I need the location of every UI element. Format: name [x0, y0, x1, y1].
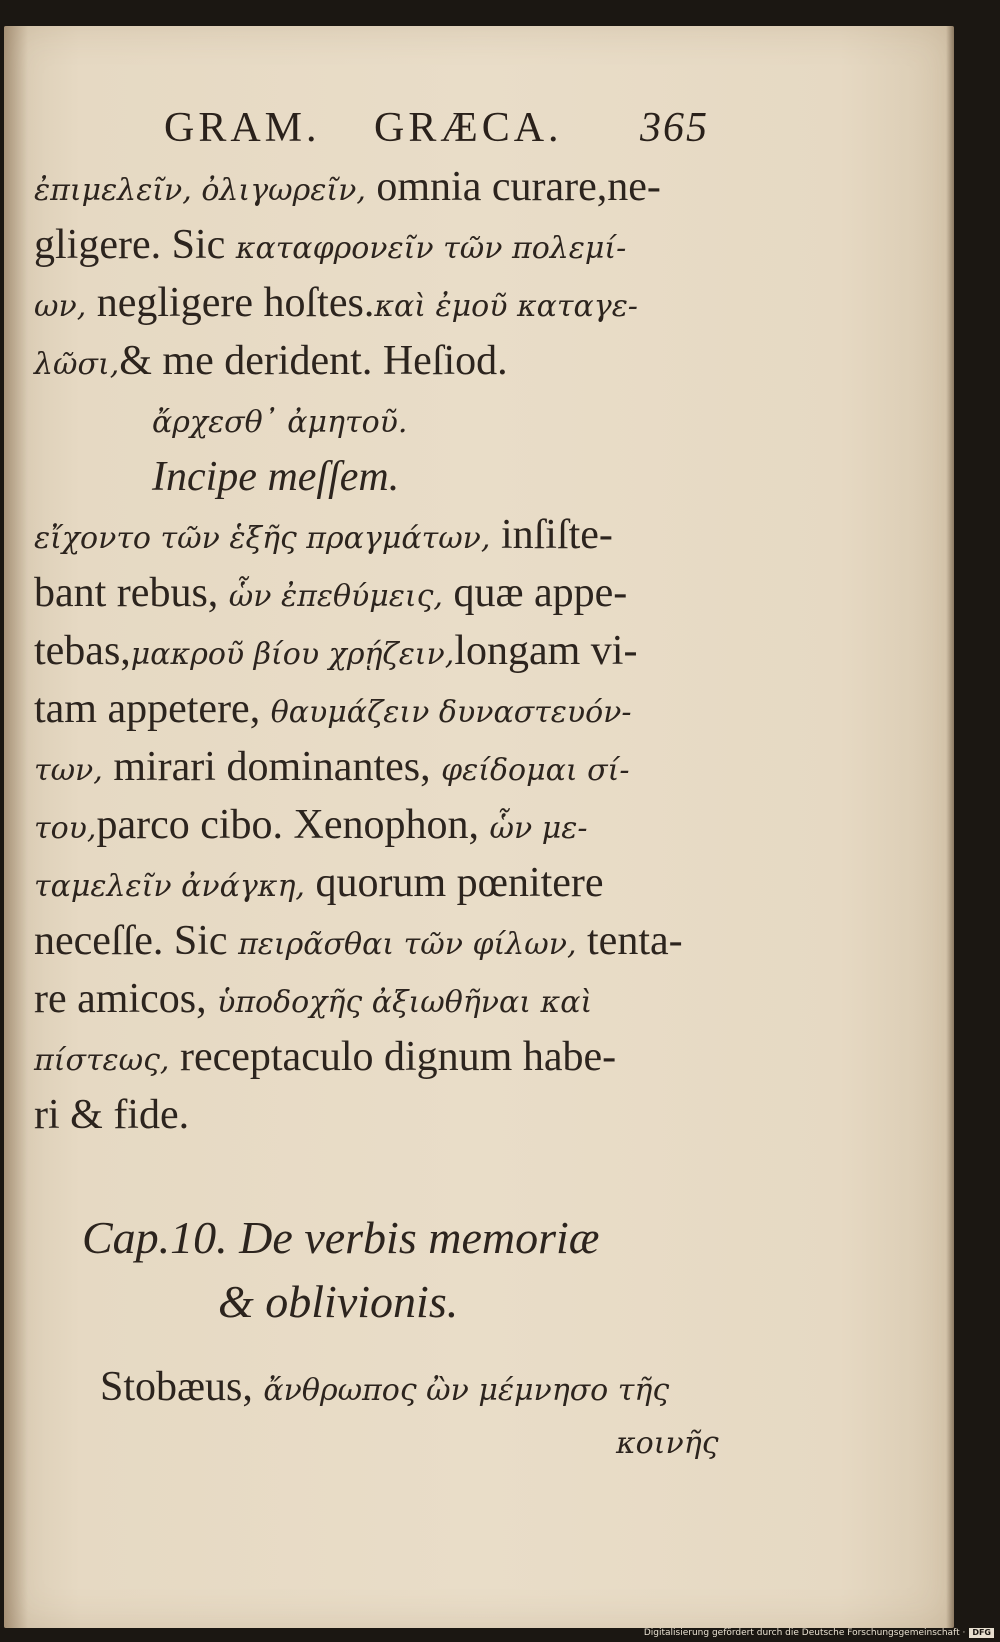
text-line	[34, 274, 724, 332]
stobaeus-latin: Stobæus,	[100, 1364, 264, 1410]
latin-text: tenta-	[576, 918, 683, 964]
greek-text: φείδομαι σί-	[441, 753, 630, 788]
greek-text: λῶσι,	[34, 347, 120, 382]
text-line	[34, 622, 724, 680]
running-head-left: GRAM.	[164, 105, 321, 151]
digitization-footer	[644, 1627, 994, 1639]
text-line	[34, 448, 724, 506]
body-text	[34, 158, 724, 1144]
running-head-middle: GRÆCA.	[374, 105, 563, 151]
latin-text: negligere hoſtes.	[86, 280, 375, 326]
text-line	[34, 1086, 724, 1144]
page-edge	[946, 26, 954, 1628]
latin-text: quæ appe-	[442, 570, 628, 616]
text-line	[34, 158, 724, 216]
latin-text: parco cibo. Xenophon,	[96, 802, 490, 848]
latin-text: receptaculo dignum habe-	[169, 1034, 617, 1080]
greek-text: ὧν με-	[489, 811, 588, 846]
latin-text: quorum pœnitere	[304, 860, 604, 906]
chapter-heading	[82, 1206, 702, 1334]
text-line	[34, 680, 724, 738]
greek-text: πίστεως,	[34, 1043, 170, 1078]
text-line	[34, 332, 724, 390]
greek-text: ἄρχεσθ᾽ ἀμητοῦ.	[152, 405, 408, 440]
latin-text: tebas,	[34, 628, 131, 674]
chapter-heading-line2: & oblivionis.	[218, 1276, 459, 1327]
greek-text: πειρᾶσθαι τῶν φίλων,	[238, 927, 577, 962]
text-line	[34, 564, 724, 622]
text-line	[34, 1028, 724, 1086]
dfg-logo: DFG	[969, 1628, 994, 1638]
stobaeus-line	[100, 1363, 669, 1411]
latin-text: gligere. Sic	[34, 222, 236, 268]
greek-text: ὧν ἐπεθύμεις,	[228, 579, 443, 614]
book-page	[4, 26, 954, 1628]
latin-text: tam appetere,	[34, 686, 271, 732]
greek-text: του,	[34, 811, 97, 846]
greek-text: ἐπιμελεῖν, ὀλιγωρεῖν,	[34, 173, 366, 208]
greek-text: μακροῦ βίου χρῄζειν,	[130, 637, 455, 672]
text-line	[34, 970, 724, 1028]
latin-text: ri & fide.	[34, 1092, 190, 1138]
latin-text: mirari dominantes,	[102, 744, 442, 790]
greek-text: καταφρονεῖν τῶν πολεμί-	[235, 231, 627, 266]
text-line	[34, 738, 724, 796]
text-line	[34, 854, 724, 912]
latin-text: omnia curare,ne-	[365, 164, 661, 210]
latin-text: bant rebus,	[34, 570, 229, 616]
latin-text: neceſſe. Sic	[34, 918, 239, 964]
greek-text: ταμελεῖν ἀνάγκη,	[34, 869, 305, 904]
greek-text: θαυμάζειν δυναστευόν-	[270, 695, 632, 730]
running-head	[154, 104, 714, 164]
italic-text: Incipe meſſem.	[152, 454, 400, 500]
greek-text: καὶ ἐμοῦ καταγε-	[374, 289, 638, 324]
text-line	[34, 216, 724, 274]
footer-credit: Digitalisierung gefördert durch die Deutsche Forschungsgemeinschaft ·	[643, 1628, 966, 1638]
latin-text: re amicos,	[34, 976, 218, 1022]
text-line	[34, 390, 724, 448]
latin-text: longam vi-	[454, 628, 638, 674]
text-line	[34, 912, 724, 970]
spine-shadow	[4, 26, 28, 1628]
greek-text: των,	[34, 753, 103, 788]
text-line	[34, 506, 724, 564]
latin-text: inſiſte-	[490, 512, 613, 558]
catchword: κοινῆς	[616, 1426, 719, 1461]
chapter-heading-line1: Cap.10. De verbis memoriæ	[82, 1212, 600, 1263]
greek-text: ων,	[34, 289, 87, 324]
stobaeus-greek: ἄνθρωπος ὢν μέμνησο τῆς	[263, 1373, 670, 1408]
text-line	[34, 796, 724, 854]
greek-text: ὑποδοχῆς ἀξιωθῆναι καὶ	[217, 985, 593, 1020]
latin-text: & me derident. Heſiod.	[119, 338, 508, 384]
page-number: 365	[640, 105, 709, 151]
greek-text: εἴχοντο τῶν ἑξῆς πραγμάτων,	[34, 521, 491, 556]
